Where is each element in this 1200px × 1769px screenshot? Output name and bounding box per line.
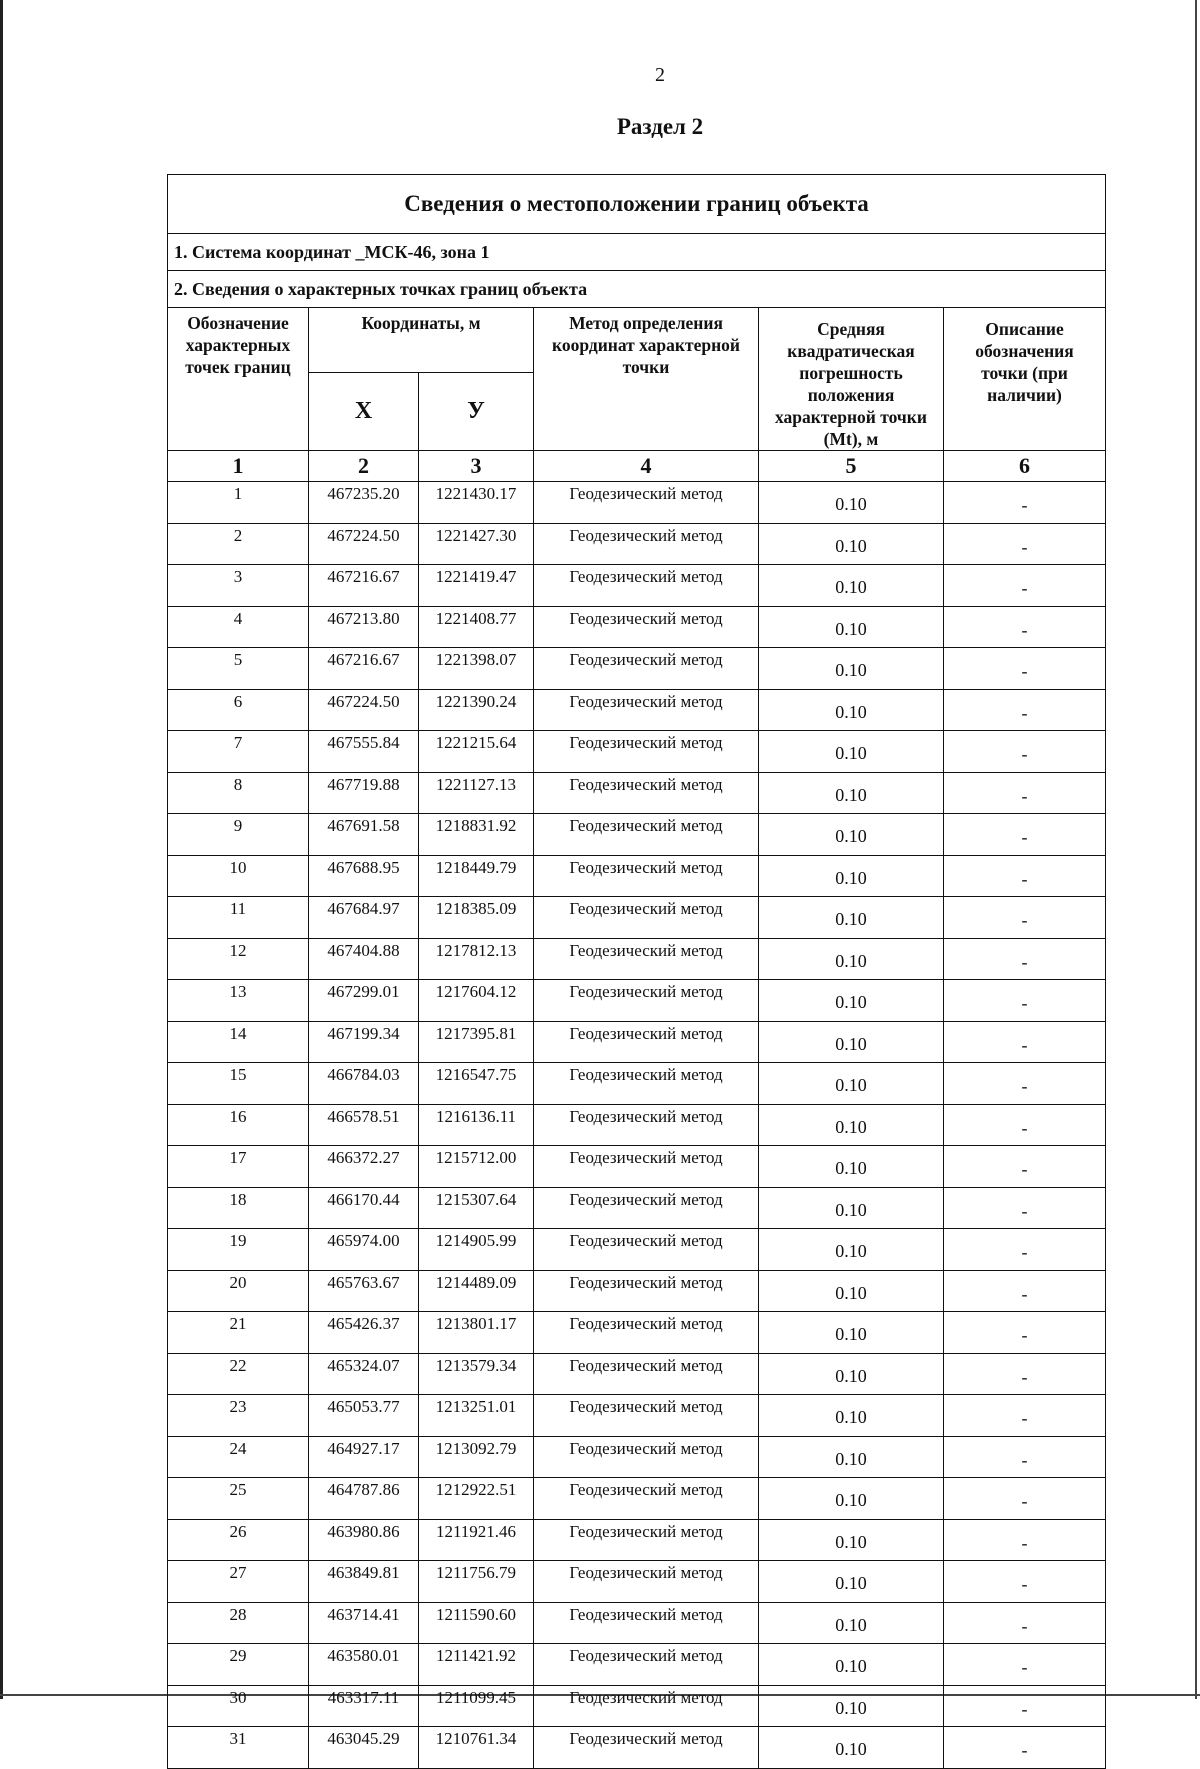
cell-point-number: 1	[168, 482, 309, 524]
cell-x: 467684.97	[309, 897, 419, 939]
cell-point-number: 13	[168, 980, 309, 1022]
cell-description: -	[944, 1644, 1106, 1686]
table-row	[168, 1561, 1106, 1603]
cell-x: 467235.20	[309, 482, 419, 524]
cell-description: -	[944, 731, 1106, 773]
cell-error: 0.10	[759, 731, 944, 773]
cell-error: 0.10	[759, 689, 944, 731]
table-row	[168, 689, 1106, 731]
cell-method: Геодезический метод	[534, 1104, 759, 1146]
cell-error: 0.10	[759, 1561, 944, 1603]
cell-point-number: 27	[168, 1561, 309, 1603]
cell-point-number: 8	[168, 772, 309, 814]
header-x: X	[309, 372, 419, 450]
cell-point-number: 22	[168, 1353, 309, 1395]
table-row	[168, 1602, 1106, 1644]
cell-method: Геодезический метод	[534, 606, 759, 648]
cell-error: 0.10	[759, 1727, 944, 1769]
cell-x: 466372.27	[309, 1146, 419, 1188]
cell-method: Геодезический метод	[534, 1353, 759, 1395]
header-error: Средняя квадратическая погрешность положения характерной точки (Mt), м	[759, 308, 944, 451]
cell-y: 1221215.64	[419, 731, 534, 773]
cell-point-number: 14	[168, 1021, 309, 1063]
cell-method: Геодезический метод	[534, 1312, 759, 1354]
cell-x: 467688.95	[309, 855, 419, 897]
cell-point-number: 12	[168, 938, 309, 980]
cell-description: -	[944, 1478, 1106, 1520]
cell-x: 467199.34	[309, 1021, 419, 1063]
column-number: 5	[759, 451, 944, 482]
cell-y: 1217395.81	[419, 1021, 534, 1063]
cell-x: 465053.77	[309, 1395, 419, 1437]
cell-method: Геодезический метод	[534, 855, 759, 897]
table-row	[168, 1436, 1106, 1478]
cell-description: -	[944, 897, 1106, 939]
cell-point-number: 3	[168, 565, 309, 607]
cell-method: Геодезический метод	[534, 1146, 759, 1188]
header-method: Метод определения координат характерной точки	[534, 308, 759, 451]
table-row	[168, 1270, 1106, 1312]
table-row	[168, 1395, 1106, 1437]
cell-description: -	[944, 1436, 1106, 1478]
cell-x: 465974.00	[309, 1229, 419, 1271]
cell-point-number: 24	[168, 1436, 309, 1478]
cell-point-number: 7	[168, 731, 309, 773]
cell-method: Геодезический метод	[534, 1727, 759, 1769]
cell-error: 0.10	[759, 565, 944, 607]
table-row	[168, 855, 1106, 897]
cell-description: -	[944, 1021, 1106, 1063]
cell-y: 1221398.07	[419, 648, 534, 690]
table-row	[168, 897, 1106, 939]
cell-y: 1212922.51	[419, 1478, 534, 1520]
cell-y: 1217812.13	[419, 938, 534, 980]
cell-description: -	[944, 482, 1106, 524]
header-coordinates: Координаты, м	[309, 308, 534, 373]
cell-method: Геодезический метод	[534, 814, 759, 856]
cell-error: 0.10	[759, 1063, 944, 1105]
cell-method: Геодезический метод	[534, 1685, 759, 1727]
cell-y: 1213801.17	[419, 1312, 534, 1354]
column-number: 4	[534, 451, 759, 482]
cell-x: 465426.37	[309, 1312, 419, 1354]
cell-error: 0.10	[759, 1353, 944, 1395]
cell-x: 463714.41	[309, 1602, 419, 1644]
cell-method: Геодезический метод	[534, 1187, 759, 1229]
column-number: 1	[168, 451, 309, 482]
cell-y: 1214489.09	[419, 1270, 534, 1312]
cell-y: 1218449.79	[419, 855, 534, 897]
cell-error: 0.10	[759, 1685, 944, 1727]
column-number: 3	[419, 451, 534, 482]
cell-error: 0.10	[759, 648, 944, 690]
table-row	[168, 1146, 1106, 1188]
cell-point-number: 4	[168, 606, 309, 648]
table-row	[168, 1312, 1106, 1354]
cell-error: 0.10	[759, 1478, 944, 1520]
cell-x: 466784.03	[309, 1063, 419, 1105]
column-number: 6	[944, 451, 1106, 482]
cell-description: -	[944, 1229, 1106, 1271]
cell-x: 463317.11	[309, 1685, 419, 1727]
table-row	[168, 772, 1106, 814]
cell-y: 1211099.45	[419, 1685, 534, 1727]
cell-x: 467224.50	[309, 523, 419, 565]
cell-error: 0.10	[759, 1270, 944, 1312]
cell-x: 465763.67	[309, 1270, 419, 1312]
cell-y: 1215712.00	[419, 1146, 534, 1188]
table-row	[168, 1353, 1106, 1395]
cell-description: -	[944, 1104, 1106, 1146]
cell-x: 463849.81	[309, 1561, 419, 1603]
scan-edge-right	[1195, 0, 1197, 1699]
header-description: Описание обозначения точки (при наличии)	[944, 308, 1106, 451]
cell-point-number: 25	[168, 1478, 309, 1520]
cell-x: 463980.86	[309, 1519, 419, 1561]
cell-method: Геодезический метод	[534, 1478, 759, 1520]
cell-description: -	[944, 1270, 1106, 1312]
cell-error: 0.10	[759, 1021, 944, 1063]
cell-method: Геодезический метод	[534, 565, 759, 607]
cell-point-number: 23	[168, 1395, 309, 1437]
cell-y: 1211421.92	[419, 1644, 534, 1686]
cell-method: Геодезический метод	[534, 1519, 759, 1561]
cell-x: 465324.07	[309, 1353, 419, 1395]
cell-description: -	[944, 565, 1106, 607]
cell-description: -	[944, 855, 1106, 897]
table-row	[168, 938, 1106, 980]
cell-description: -	[944, 1395, 1106, 1437]
cell-point-number: 6	[168, 689, 309, 731]
cell-description: -	[944, 1063, 1106, 1105]
cell-point-number: 5	[168, 648, 309, 690]
cell-error: 0.10	[759, 606, 944, 648]
cell-point-number: 19	[168, 1229, 309, 1271]
table-row	[168, 731, 1106, 773]
cell-method: Геодезический метод	[534, 1644, 759, 1686]
column-number: 2	[309, 451, 419, 482]
cell-description: -	[944, 772, 1106, 814]
cell-method: Геодезический метод	[534, 731, 759, 773]
cell-description: -	[944, 606, 1106, 648]
cell-error: 0.10	[759, 523, 944, 565]
cell-x: 463580.01	[309, 1644, 419, 1686]
cell-x: 467555.84	[309, 731, 419, 773]
cell-method: Геодезический метод	[534, 1602, 759, 1644]
cell-method: Геодезический метод	[534, 1395, 759, 1437]
cell-x: 464787.86	[309, 1478, 419, 1520]
cell-y: 1221390.24	[419, 689, 534, 731]
cell-description: -	[944, 1353, 1106, 1395]
table-row	[168, 1644, 1106, 1686]
cell-x: 463045.29	[309, 1727, 419, 1769]
table-row	[168, 1021, 1106, 1063]
cell-error: 0.10	[759, 855, 944, 897]
cell-description: -	[944, 814, 1106, 856]
table-row	[168, 1104, 1106, 1146]
cell-description: -	[944, 1602, 1106, 1644]
table-row	[168, 1063, 1106, 1105]
cell-y: 1221430.17	[419, 482, 534, 524]
cell-x: 467216.67	[309, 648, 419, 690]
cell-description: -	[944, 980, 1106, 1022]
cell-description: -	[944, 938, 1106, 980]
coordinate-system: 1. Система координат _МСК-46, зона 1	[168, 234, 1106, 271]
cell-y: 1221419.47	[419, 565, 534, 607]
cell-point-number: 16	[168, 1104, 309, 1146]
cell-method: Геодезический метод	[534, 1270, 759, 1312]
cell-error: 0.10	[759, 938, 944, 980]
cell-y: 1221427.30	[419, 523, 534, 565]
cell-error: 0.10	[759, 1104, 944, 1146]
column-number-row	[168, 451, 1106, 482]
cell-x: 467216.67	[309, 565, 419, 607]
cell-error: 0.10	[759, 1644, 944, 1686]
cell-method: Геодезический метод	[534, 1561, 759, 1603]
header-y: У	[419, 372, 534, 450]
cell-method: Геодезический метод	[534, 648, 759, 690]
cell-error: 0.10	[759, 1229, 944, 1271]
cell-error: 0.10	[759, 897, 944, 939]
cell-y: 1218385.09	[419, 897, 534, 939]
cell-x: 467299.01	[309, 980, 419, 1022]
cell-y: 1217604.12	[419, 980, 534, 1022]
cell-point-number: 15	[168, 1063, 309, 1105]
cell-method: Геодезический метод	[534, 689, 759, 731]
table-title: Сведения о местоположении границ объекта	[168, 175, 1106, 234]
cell-y: 1221127.13	[419, 772, 534, 814]
cell-description: -	[944, 1727, 1106, 1769]
cell-error: 0.10	[759, 482, 944, 524]
cell-point-number: 9	[168, 814, 309, 856]
cell-point-number: 20	[168, 1270, 309, 1312]
cell-y: 1218831.92	[419, 814, 534, 856]
cell-error: 0.10	[759, 1395, 944, 1437]
cell-point-number: 10	[168, 855, 309, 897]
cell-error: 0.10	[759, 814, 944, 856]
cell-method: Геодезический метод	[534, 897, 759, 939]
cell-y: 1213579.34	[419, 1353, 534, 1395]
cell-point-number: 11	[168, 897, 309, 939]
cell-x: 467224.50	[309, 689, 419, 731]
page-number: 2	[655, 64, 665, 86]
cell-y: 1211921.46	[419, 1519, 534, 1561]
cell-error: 0.10	[759, 772, 944, 814]
table-row	[168, 1187, 1106, 1229]
cell-y: 1213251.01	[419, 1395, 534, 1437]
table-row	[168, 1478, 1106, 1520]
cell-point-number: 29	[168, 1644, 309, 1686]
table-row	[168, 1685, 1106, 1727]
cell-description: -	[944, 1519, 1106, 1561]
cell-description: -	[944, 1187, 1106, 1229]
table-row	[168, 606, 1106, 648]
cell-description: -	[944, 1685, 1106, 1727]
cell-error: 0.10	[759, 1436, 944, 1478]
cell-x: 467213.80	[309, 606, 419, 648]
cell-method: Геодезический метод	[534, 1436, 759, 1478]
scan-edge-left	[0, 0, 3, 1699]
table-row	[168, 482, 1106, 524]
cell-method: Геодезический метод	[534, 938, 759, 980]
cell-error: 0.10	[759, 1187, 944, 1229]
cell-method: Геодезический метод	[534, 1229, 759, 1271]
boundary-points-table	[167, 174, 1106, 1769]
cell-y: 1216547.75	[419, 1063, 534, 1105]
cell-description: -	[944, 648, 1106, 690]
cell-point-number: 17	[168, 1146, 309, 1188]
cell-y: 1211590.60	[419, 1602, 534, 1644]
table-row	[168, 565, 1106, 607]
cell-y: 1211756.79	[419, 1561, 534, 1603]
cell-method: Геодезический метод	[534, 772, 759, 814]
cell-description: -	[944, 1561, 1106, 1603]
cell-y: 1214905.99	[419, 1229, 534, 1271]
cell-method: Геодезический метод	[534, 523, 759, 565]
cell-y: 1221408.77	[419, 606, 534, 648]
cell-description: -	[944, 689, 1106, 731]
cell-method: Геодезический метод	[534, 482, 759, 524]
cell-point-number: 2	[168, 523, 309, 565]
table-row	[168, 980, 1106, 1022]
cell-y: 1213092.79	[419, 1436, 534, 1478]
cell-error: 0.10	[759, 1602, 944, 1644]
table-row	[168, 1519, 1106, 1561]
cell-y: 1210761.34	[419, 1727, 534, 1769]
cell-x: 467404.88	[309, 938, 419, 980]
cell-error: 0.10	[759, 1146, 944, 1188]
cell-method: Геодезический метод	[534, 1063, 759, 1105]
cell-point-number: 18	[168, 1187, 309, 1229]
points-caption: 2. Сведения о характерных точках границ объекта	[168, 271, 1106, 308]
cell-point-number: 30	[168, 1685, 309, 1727]
cell-point-number: 21	[168, 1312, 309, 1354]
cell-method: Геодезический метод	[534, 980, 759, 1022]
cell-error: 0.10	[759, 1519, 944, 1561]
table-row	[168, 814, 1106, 856]
cell-x: 467691.58	[309, 814, 419, 856]
cell-error: 0.10	[759, 1312, 944, 1354]
cell-y: 1215307.64	[419, 1187, 534, 1229]
cell-point-number: 26	[168, 1519, 309, 1561]
table-row	[168, 648, 1106, 690]
table-row	[168, 1229, 1106, 1271]
section-title: Раздел 2	[616, 114, 704, 139]
cell-x: 464927.17	[309, 1436, 419, 1478]
cell-x: 467719.88	[309, 772, 419, 814]
cell-method: Геодезический метод	[534, 1021, 759, 1063]
cell-error: 0.10	[759, 980, 944, 1022]
cell-x: 466578.51	[309, 1104, 419, 1146]
cell-point-number: 31	[168, 1727, 309, 1769]
cell-description: -	[944, 1312, 1106, 1354]
cell-description: -	[944, 1146, 1106, 1188]
cell-description: -	[944, 523, 1106, 565]
cell-point-number: 28	[168, 1602, 309, 1644]
table-row	[168, 1727, 1106, 1769]
cell-x: 466170.44	[309, 1187, 419, 1229]
cell-y: 1216136.11	[419, 1104, 534, 1146]
table-row	[168, 523, 1106, 565]
header-point-designation: Обозначение характерных точек границ	[168, 308, 309, 451]
